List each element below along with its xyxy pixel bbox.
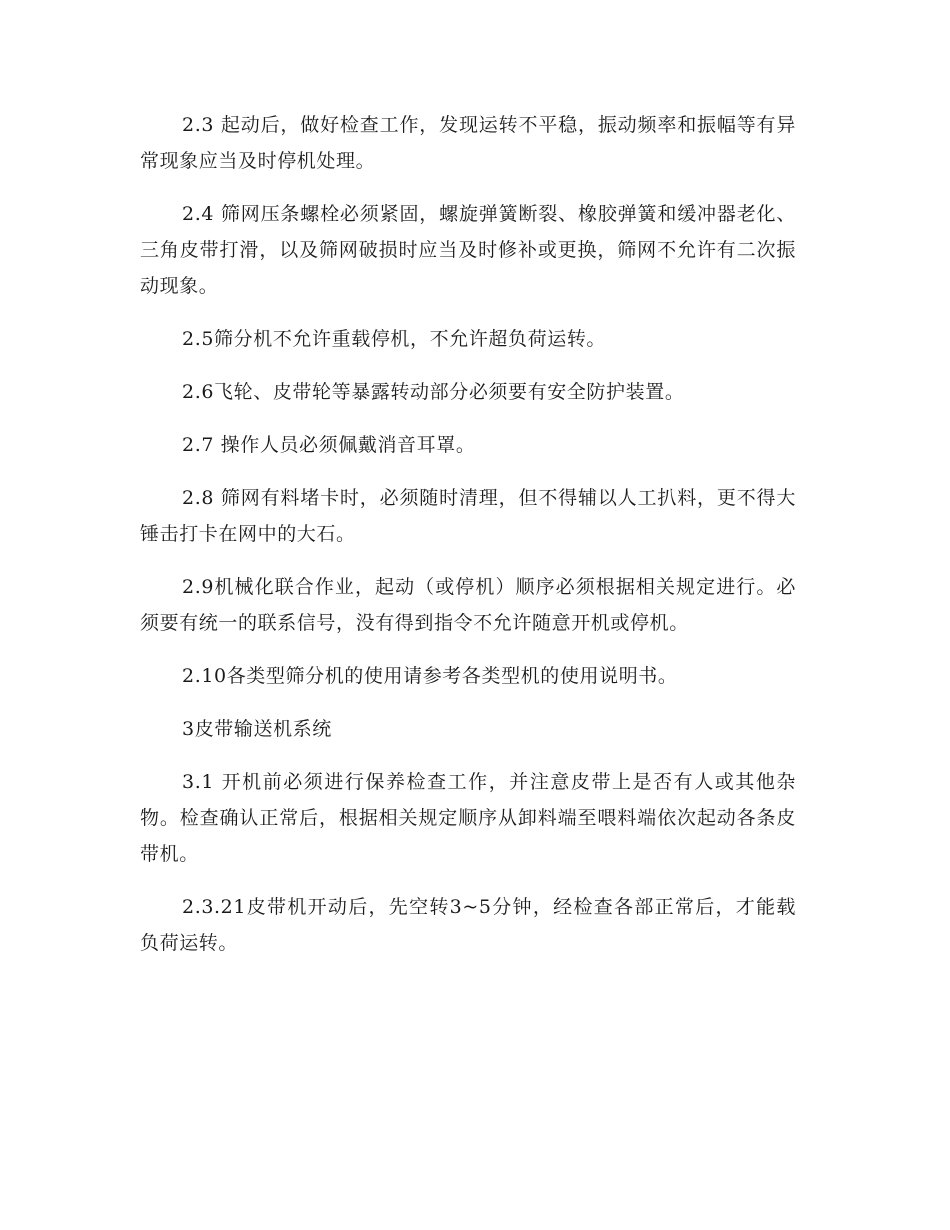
paragraph-2-5: 2.5筛分机不允许重载停机，不允许超负荷运转。 — [182, 328, 607, 350]
paragraph-2-10: 2.10各类型筛分机的使用请参考各类型机的使用说明书。 — [182, 665, 678, 687]
paragraph-2-6: 2.6飞轮、皮带轮等暴露转动部分必须要有安全防护装置。 — [182, 381, 685, 403]
paragraph-2-3: 2.3 起动后，做好检查工作，发现运转不平稳，振动频率和振幅等有异常现象应当及时停机处理。 — [140, 114, 796, 172]
paragraph-3-1: 3.1 开机前必须进行保养检查工作，并注意皮带上是否有人或其他杂物。检查确认正常后，根据相关规定顺序从卸料端至喂料端依次起动各条皮带机。 — [140, 771, 796, 865]
paragraph-2-4: 2.4 筛网压条螺栓必须紧固，螺旋弹簧断裂、橡胶弹簧和缓冲器老化、三角皮带打滑，以及筛网破损时应当及时修补或更换，筛网不允许有二次振动现象。 — [140, 203, 796, 297]
paragraph-2-7: 2.7 操作人员必须佩戴消音耳罩。 — [182, 434, 476, 456]
paragraph-2-8: 2.8 筛网有料堵卡时，必须随时清理，但不得辅以人工扒料，更不得大锤击打卡在网中的大石。 — [140, 487, 796, 545]
paragraph-2-9: 2.9机械化联合作业，起动（或停机）顺序必须根据相关规定进行。必须要有统一的联系信号，没有得到指令不允许随意开机或停机。 — [140, 576, 796, 634]
document-body — [140, 107, 796, 978]
section-heading-belt-conveyor: 3皮带输送机系统 — [182, 718, 332, 740]
paragraph-2-3-21: 2.3.21皮带机开动后，先空转3~5分钟，经检查各部正常后，才能载负荷运转。 — [140, 896, 796, 954]
